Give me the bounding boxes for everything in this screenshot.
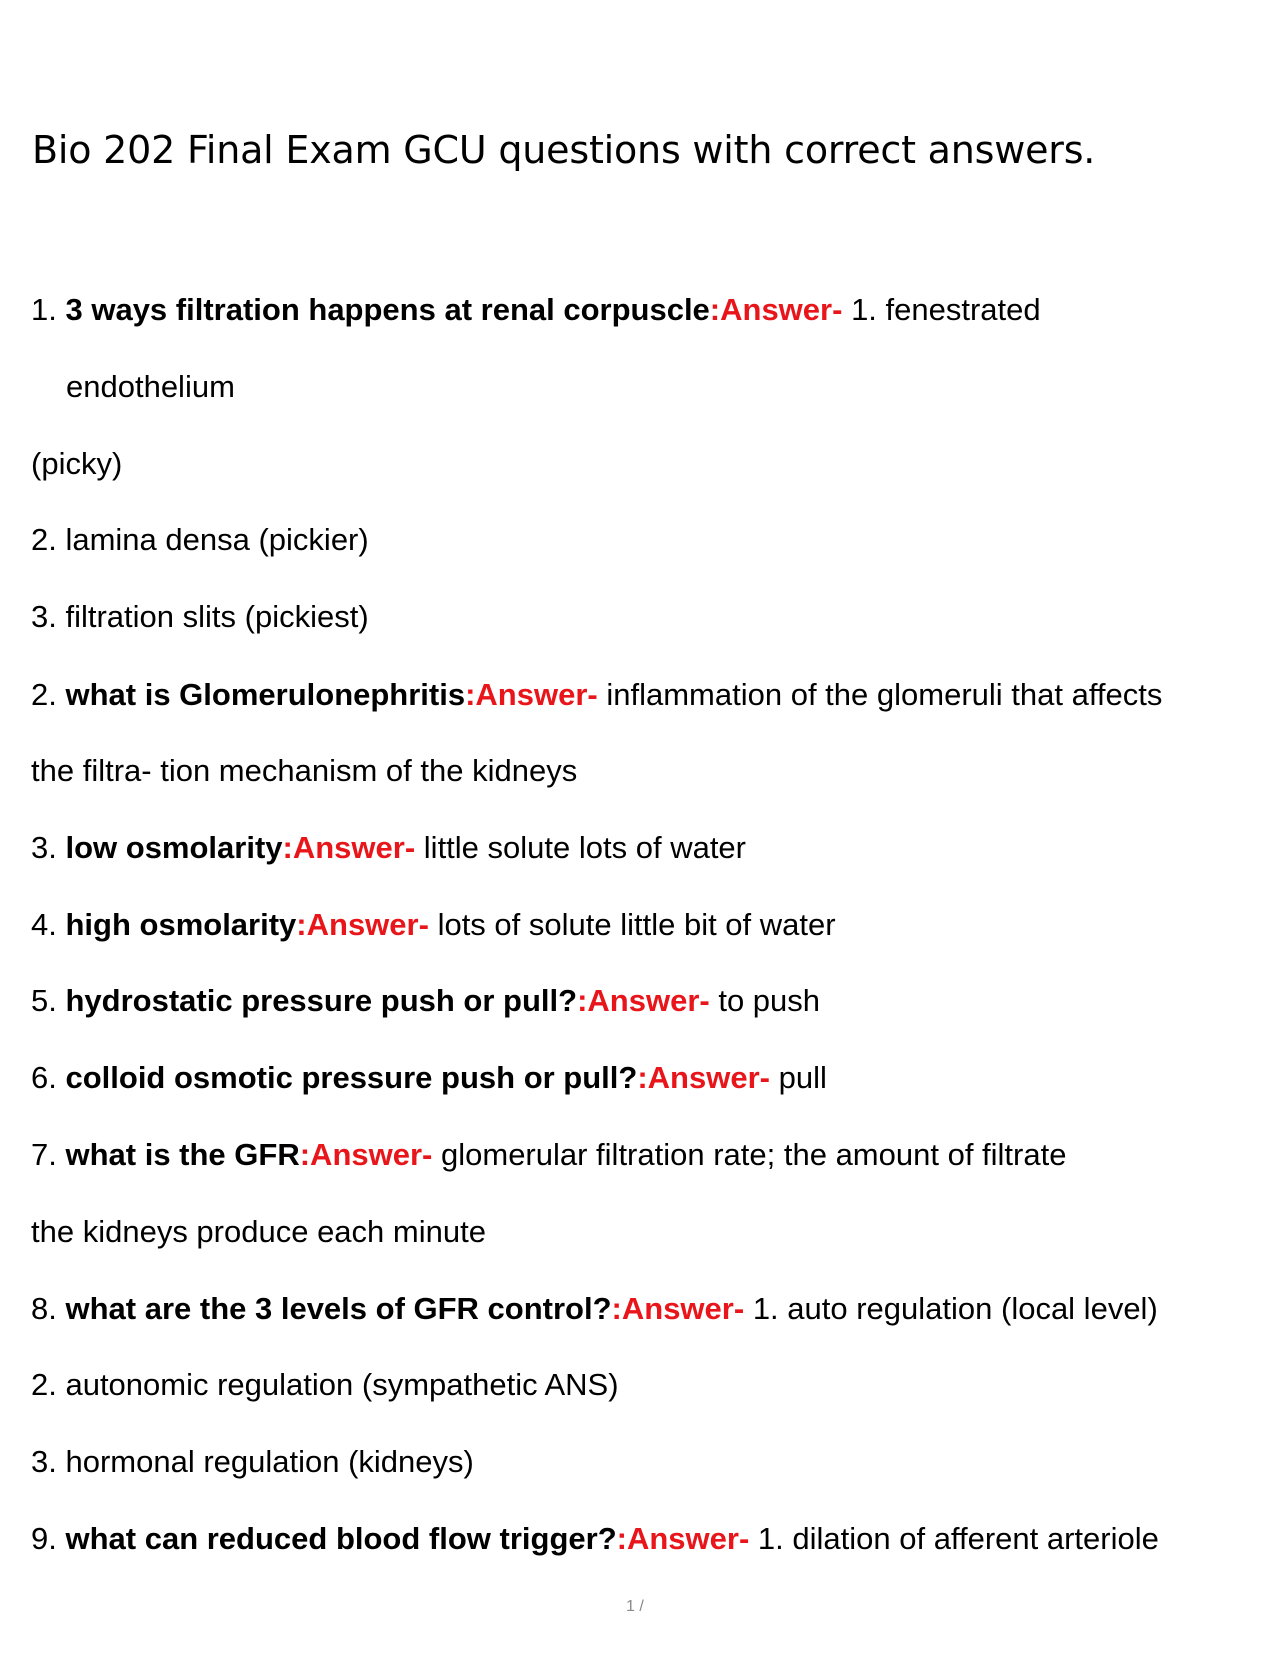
question-text: hydrostatic pressure push or pull? bbox=[65, 983, 578, 1018]
question-number: 6. bbox=[31, 1060, 57, 1095]
answer-continuation: 2. autonomic regulation (sympathetic ANS) bbox=[31, 1367, 619, 1402]
answer-text: little solute lots of water bbox=[423, 830, 746, 865]
answer-label: :Answer- bbox=[465, 677, 598, 712]
answer-continuation: endothelium bbox=[66, 369, 235, 404]
answer-label: :Answer- bbox=[616, 1521, 750, 1556]
question-number: 2. bbox=[31, 677, 57, 712]
answer-text: 1. dilation of afferent arteriole bbox=[757, 1521, 1159, 1556]
answer-label: :Answer- bbox=[611, 1291, 745, 1326]
question-number: 5. bbox=[31, 983, 57, 1018]
question-number: 4. bbox=[31, 907, 57, 942]
question-text: what are the 3 levels of GFR control? bbox=[65, 1291, 612, 1326]
question-text: what is the GFR bbox=[65, 1137, 300, 1172]
answer-label: :Answer- bbox=[709, 292, 843, 327]
answer-label: :Answer- bbox=[637, 1060, 770, 1095]
answer-text: pull bbox=[778, 1060, 827, 1095]
answer-continuation: 3. filtration slits (pickiest) bbox=[31, 599, 369, 634]
question-line-7 bbox=[31, 1137, 1066, 1173]
question-line-4 bbox=[31, 907, 836, 943]
question-number: 8. bbox=[31, 1291, 57, 1326]
document-title: Bio 202 Final Exam GCU questions with correct answers. bbox=[32, 128, 1096, 172]
question-text: high osmolarity bbox=[65, 907, 297, 942]
answer-continuation: the kidneys produce each minute bbox=[31, 1214, 486, 1249]
page-number: 1 / bbox=[626, 1598, 644, 1615]
question-number: 3. bbox=[31, 830, 57, 865]
answer-continuation: (picky) bbox=[31, 446, 123, 481]
answer-text: 1. fenestrated bbox=[851, 292, 1041, 327]
answer-text: to push bbox=[718, 983, 821, 1018]
answer-continuation: 3. hormonal regulation (kidneys) bbox=[31, 1444, 474, 1479]
answer-label: :Answer- bbox=[282, 830, 416, 865]
question-line-3 bbox=[31, 830, 746, 866]
answer-label: :Answer- bbox=[577, 983, 710, 1018]
answer-continuation: 2. lamina densa (pickier) bbox=[31, 522, 369, 557]
question-text: colloid osmotic pressure push or pull? bbox=[65, 1060, 638, 1095]
question-line-2 bbox=[31, 677, 1162, 713]
question-line-8 bbox=[31, 1291, 1158, 1327]
question-text: what is Glomerulonephritis bbox=[65, 677, 466, 712]
question-number: 9. bbox=[31, 1521, 57, 1556]
question-text: low osmolarity bbox=[65, 830, 283, 865]
answer-label: :Answer- bbox=[296, 907, 429, 942]
answer-text: lots of solute little bit of water bbox=[437, 907, 836, 942]
question-number: 7. bbox=[31, 1137, 57, 1172]
question-number: 1. bbox=[31, 292, 57, 327]
question-line-9 bbox=[31, 1521, 1159, 1557]
answer-text: inflammation of the glomeruli that affects bbox=[606, 677, 1163, 712]
answer-text: 1. auto regulation (local level) bbox=[752, 1291, 1158, 1326]
question-line-5 bbox=[31, 983, 820, 1019]
question-line-6 bbox=[31, 1060, 827, 1096]
answer-continuation: the filtra- tion mechanism of the kidneys bbox=[31, 753, 578, 788]
question-text: what can reduced blood flow trigger? bbox=[65, 1521, 617, 1556]
question-line-1 bbox=[31, 292, 1041, 328]
question-text: 3 ways filtration happens at renal corpuscle bbox=[65, 292, 710, 327]
answer-text: glomerular filtration rate; the amount of filtrate bbox=[441, 1137, 1067, 1172]
answer-label: :Answer- bbox=[299, 1137, 433, 1172]
